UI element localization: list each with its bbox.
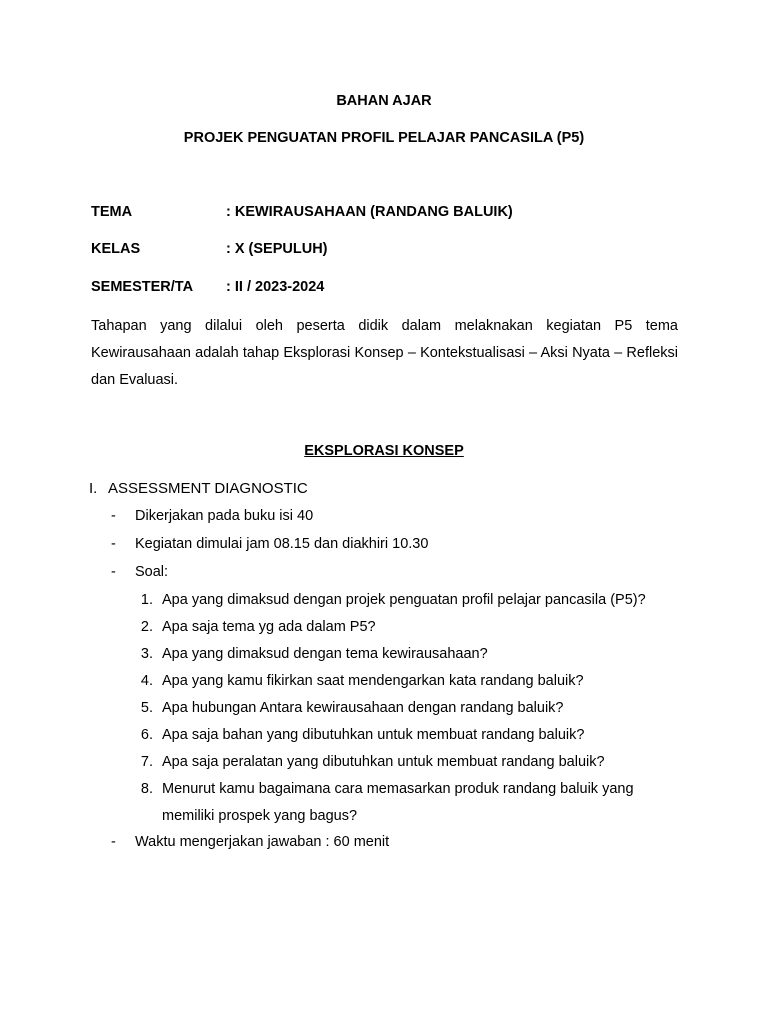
question-number: 8. bbox=[140, 781, 153, 797]
bullet-text: Kegiatan dimulai jam 08.15 dan diakhiri 10.30 bbox=[135, 536, 429, 552]
question-text: Apa yang kamu fikirkan saat mendengarkan kata randang baluik? bbox=[162, 673, 584, 689]
bullet-marker: - bbox=[111, 508, 116, 524]
question-number: 5. bbox=[140, 700, 153, 716]
question-text: Apa saja bahan yang dibutuhkan untuk membuat randang baluik? bbox=[162, 727, 585, 743]
meta-label: TEMA bbox=[91, 204, 133, 220]
question-text: Apa yang dimaksud dengan tema kewirausahaan? bbox=[162, 646, 488, 662]
question-number: 3. bbox=[140, 646, 153, 662]
question-number: 2. bbox=[140, 619, 153, 635]
intro-paragraph: Tahapan yang dilalui oleh peserta didik dalam melaknakan kegiatan P5 tema Kewirausahaan adalah tahap Eksplorasi Konsep – Kontekstualisasi – Aksi Nyata – Refleksi dan Evaluasi. bbox=[91, 318, 678, 388]
meta-label: SEMESTER/TA bbox=[91, 279, 194, 295]
bullet-marker: - bbox=[111, 834, 116, 850]
meta-value: : KEWIRAUSAHAAN (RANDANG BALUIK) bbox=[226, 204, 513, 220]
part-number: I. bbox=[89, 480, 98, 497]
part-title: ASSESSMENT DIAGNOSTIC bbox=[108, 480, 308, 497]
question-text: Apa saja tema yg ada dalam P5? bbox=[162, 619, 376, 635]
question-number: 7. bbox=[140, 754, 153, 770]
bullet-marker: - bbox=[111, 536, 116, 552]
section-heading: EKSPLORASI KONSEP bbox=[304, 443, 464, 459]
meta-value: : X (SEPULUH) bbox=[226, 241, 328, 257]
bullet-marker: - bbox=[111, 564, 116, 580]
question-number: 4. bbox=[140, 673, 153, 689]
document-subtitle: PROJEK PENGUATAN PROFIL PELAJAR PANCASILA (P5) bbox=[183, 130, 585, 146]
question-text: Apa yang dimaksud dengan projek penguatan profil pelajar pancasila (P5)? bbox=[162, 592, 646, 608]
bullet-text: Waktu mengerjakan jawaban : 60 menit bbox=[135, 834, 390, 850]
question-number: 6. bbox=[140, 727, 153, 743]
question-number: 1. bbox=[140, 592, 153, 608]
meta-label: KELAS bbox=[91, 241, 141, 257]
bullet-text: Soal: bbox=[135, 564, 169, 580]
question-text: Apa saja peralatan yang dibutuhkan untuk membuat randang baluik? bbox=[162, 754, 605, 770]
meta-value: : II / 2023-2024 bbox=[226, 279, 325, 295]
document-title: BAHAN AJAR bbox=[336, 93, 432, 109]
bullet-text: Dikerjakan pada buku isi 40 bbox=[135, 508, 314, 524]
question-text: Menurut kamu bagaimana cara memasarkan produk randang baluik yang memiliki prospek yang bagus? bbox=[162, 781, 634, 824]
question-text: Apa hubungan Antara kewirausahaan dengan randang baluik? bbox=[162, 700, 564, 716]
